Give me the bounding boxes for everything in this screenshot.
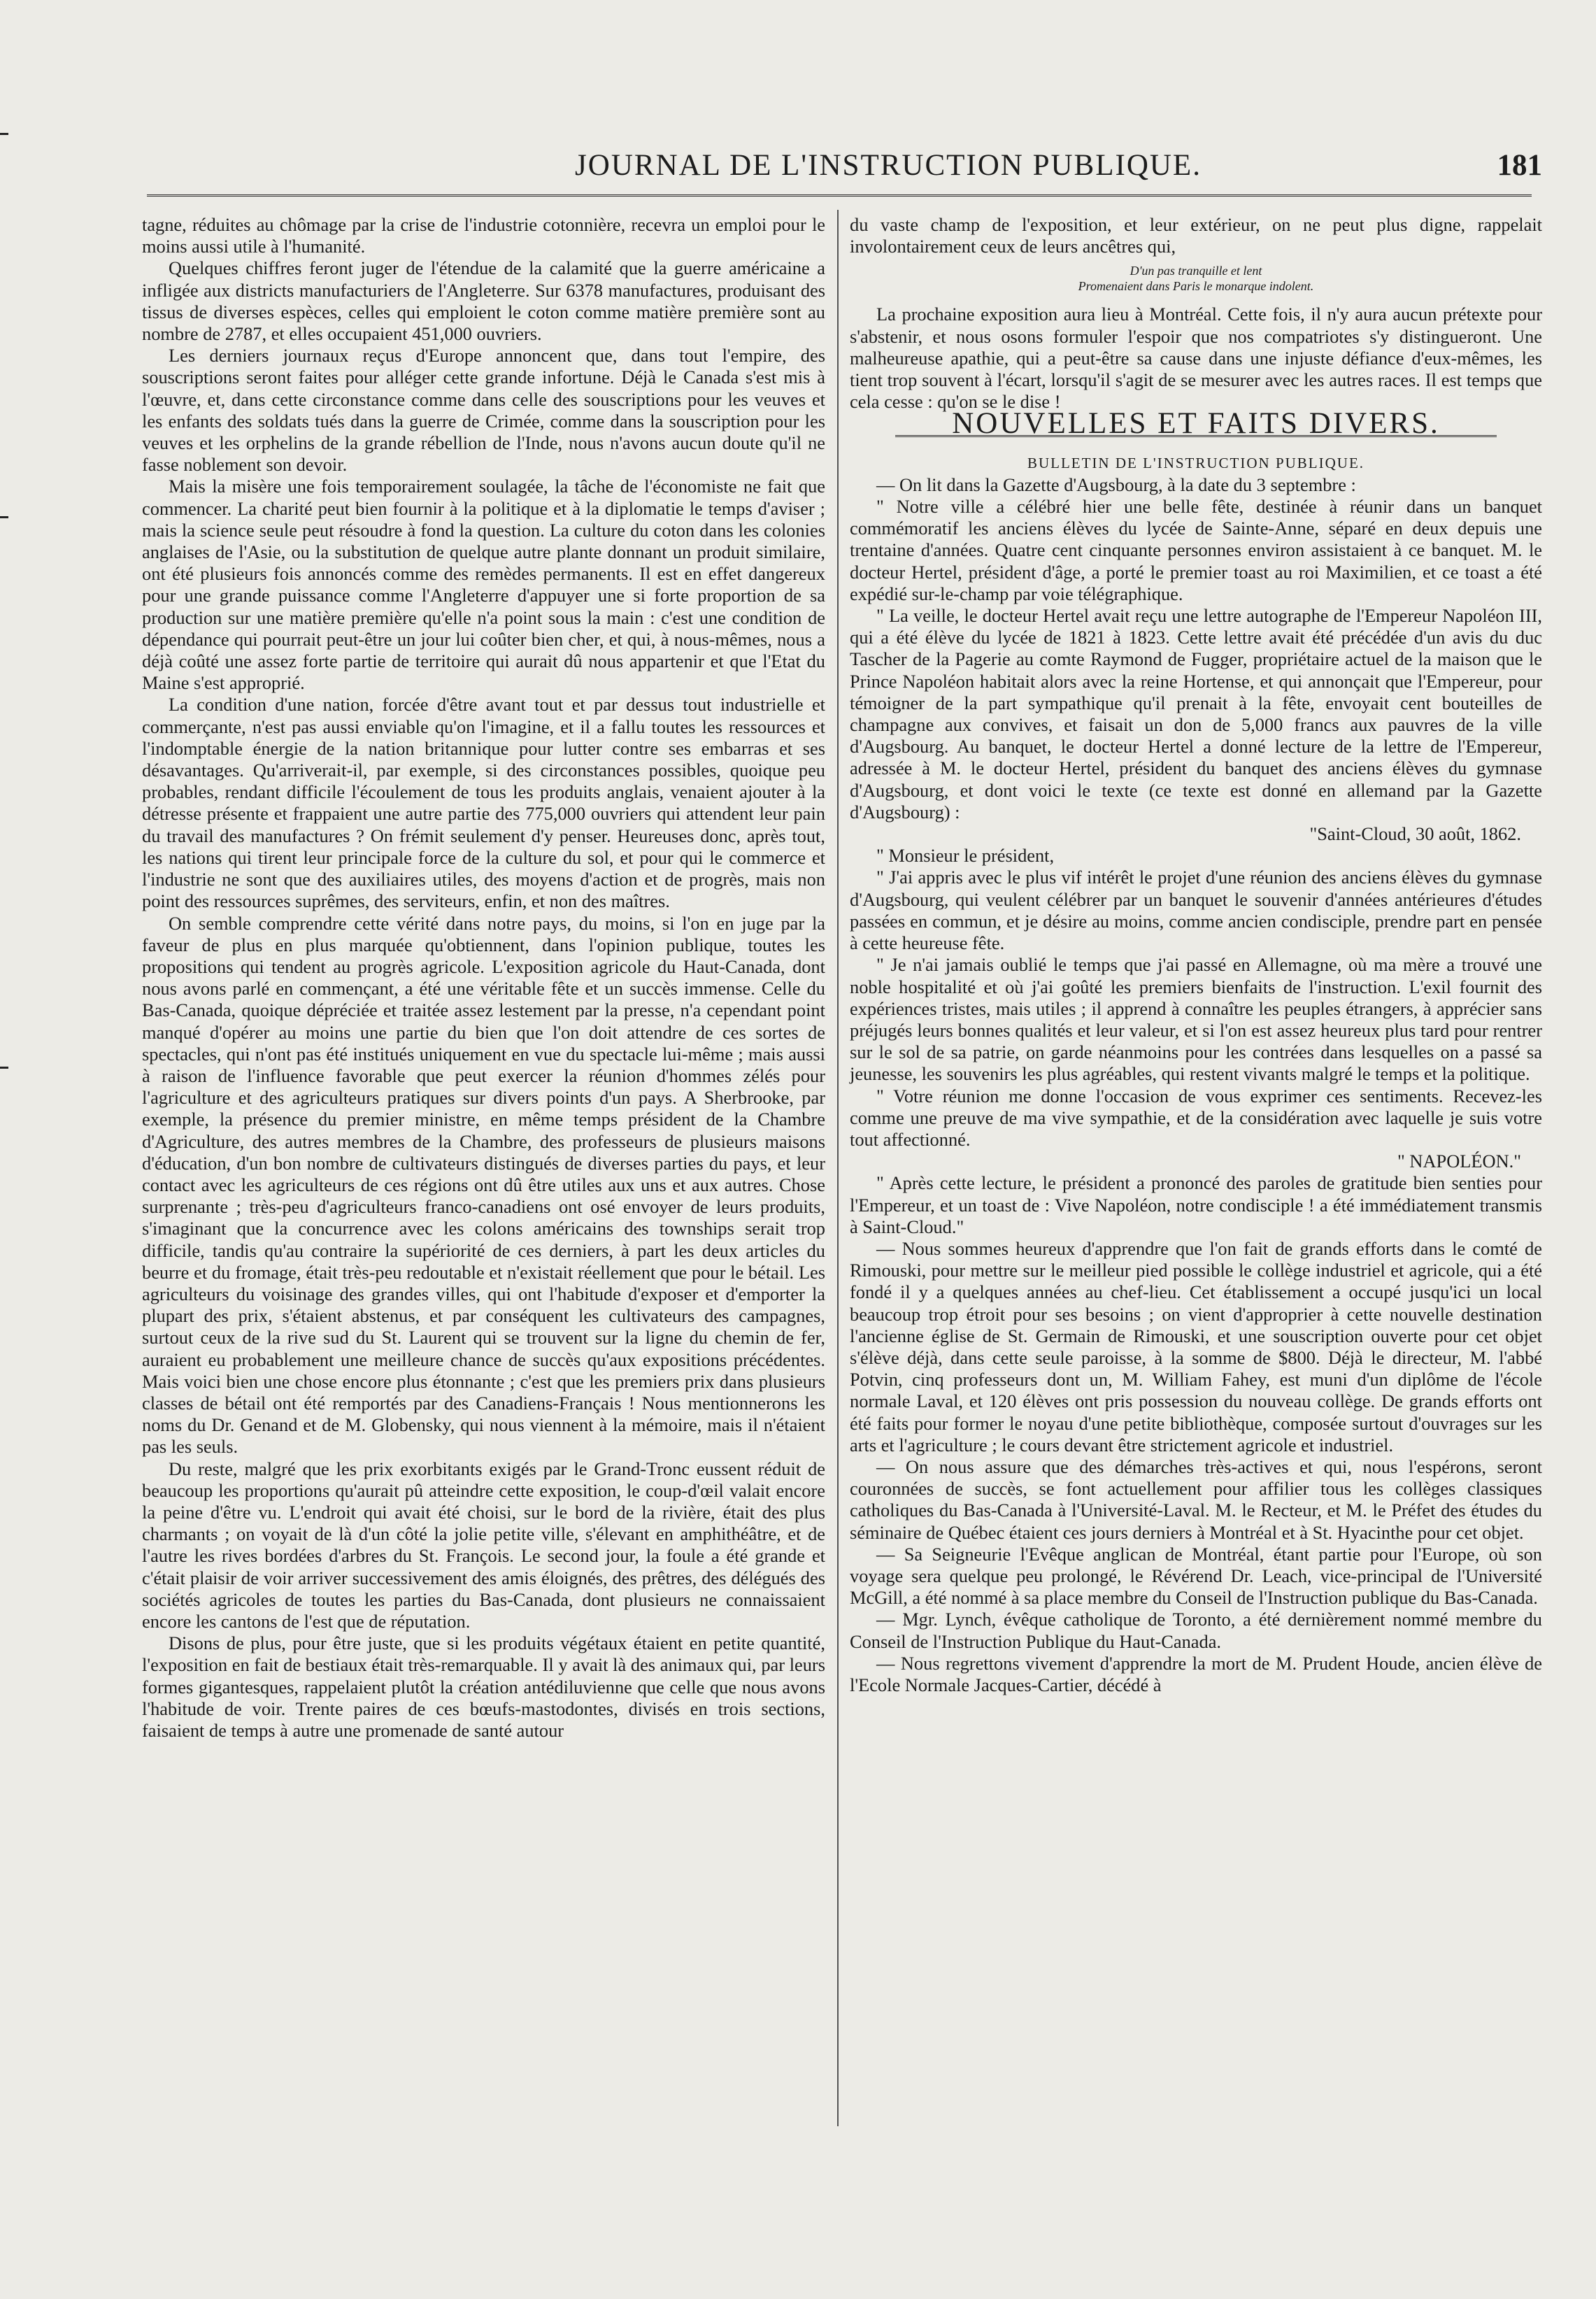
news-item: " Notre ville a célébré hier une belle fête, destinée à réunir dans un banquet commémoratif les anciens élèves du lycée de Sainte-Anne, séparé en deux depuis une trentaine d'années. Quatre cent cinquante personnes environ assistaient à ce banquet. M. le docteur Hertel, président d'âge, a porté le premier toast au roi Maximilien, et ce toast a été expédié sur-le-champ par voie télégraphique. <box>850 496 1542 604</box>
verse-line: D'un pas tranquille et lent <box>1130 264 1262 278</box>
letter-paragraph: " Votre réunion me donne l'occasion de vous exprimer ces sentiments. Recevez-les comme une preuve de ma vive sympathie, et de la considération avec laquelle je suis votre tout affectionné. <box>850 1085 1542 1150</box>
letter-paragraph: " J'ai appris avec le plus vif intérêt le projet d'une réunion des anciens élèves du gymnase d'Augsbourg, qui veulent célébrer par un banquet le souvenir d'années antérieures d'études passées en commun, et je désire au moins, comme ancien condisciple, prendre part en pensée à cette heureuse fête. <box>850 867 1542 954</box>
news-item: — Nous sommes heureux d'apprendre que l'on fait de grands efforts dans le comté de Rimouski, pour mettre sur le meilleur pied possible le collège industriel et agricole, qui a été fondé il y a quelques années au chef-lieu. Cet établissement a occupé jusqu'ici un local beaucoup trop étroit pour ses besoins ; on vient d'approprier à cette nouvelle destination l'ancienne église de St. Germain de Rimouski, et une souscription ouverte pour cet objet s'élève déjà, dans cette seule paroisse, à la somme de $800. Déjà le directeur, M. l'abbé Potvin, cinq professeurs dont un, M. William Fahey, est muni d'un diplôme de l'école normale Laval, et 120 élèves ont pris possession du nouveau collège. De grands efforts ont été faits pour former le noyau d'une petite bibliothèque, composée surtout d'ouvrages sur les arts et l'agriculture ; le cours devant être strictement agricole et industriel. <box>850 1237 1542 1455</box>
paragraph: du vaste champ de l'exposition, et leur extérieur, on ne peut plus digne, rappelait involontairement ceux de leurs ancêtres qui, <box>850 214 1542 257</box>
paragraph: La prochaine exposition aura lieu à Montréal. Cette fois, il n'y aura aucun prétexte pour s'abstenir, et nous osons formuler l'espoir que nos compatriotes s'y distingueront. Une malheureuse apathie, qui a peut-être sa cause dans une injuste défiance d'eux-mêmes, les tient trop souvent à l'écart, lorsqu'il s'agit de se mesurer avec les autres races. Il est temps que cela cesse : qu'on se le dise ! <box>850 304 1542 413</box>
paragraph: tagne, réduites au chômage par la crise de l'industrie cotonnière, recevra un emploi pour le moins aussi utile à l'humanité. <box>142 214 825 257</box>
paragraph: On semble comprendre cette vérité dans notre pays, du moins, si l'on en juge par la faveur de plus en plus marquée qu'obtiennent, dans l'opinion publique, toutes les propositions qui tendent au progrès agricole. L'exposition agricole du Haut-Canada, dont nous avons parlé en commençant, a été une véritable fête et un succès immense. Celle du Bas-Canada, quoique dépréciée et traitée assez lestement par la presse, n'a cependant point manqué d'opérer au moins une partie du bien que l'on doit attendre de ces sortes de spectacles, qui n'ont pas été institués uniquement en vue du spectacle lui-même ; mais aussi à raison de l'influence favorable que peut exercer la réunion d'hommes zélés pour l'agriculture et des agriculteurs pratiques sur divers points d'un pays. A Sherbrooke, par exemple, la présence du premier ministre, en même temps président de la Chambre d'Agriculture, des autres membres de la Chambre, des professeurs de plusieurs maisons d'éducation, d'un bon nombre de cultivateurs distingués de diverses parties du pays, et leur contact avec les agriculteurs de ces régions ont dû être utiles aux uns et aux autres. Chose surprenante ; très-peu d'agriculteurs franco-canadiens ont osé envoyer de leurs produits, s'imaginant que la concurrence avec les colons américains des townships serait trop difficile, tandis qu'au contraire la supériorité de ces derniers, à part les deux articles du beurre et du fromage, était très-peu redoutable et n'existait réellement que pour le bétail. Les agriculteurs du voisinage des grandes villes, qui ont l'habitude d'exposer et d'emporter la plupart des prix, s'étaient abstenus, et par conséquent les cultivateurs des campagnes, surtout ceux de la rive sud du St. Laurent qui se trouvent sur la ligne du chemin de fer, auraient eu probablement une meilleure chance de succès qu'aux expositions précédentes. Mais voici bien une chose encore plus étonnante ; c'est que les premiers prix dans plusieurs classes de bétail ont été remportés par des Canadiens-Français ! Nous mentionnerons les noms du Dr. Genand et de M. Globensky, qui nous viennent à la mémoire, mais il n'étaient pas les seuls. <box>142 912 825 1458</box>
letter-paragraph: " Je n'ai jamais oublié le temps que j'ai passé en Allemagne, où ma mère a trouvé une noble hospitalité et où j'ai goûté les premiers bienfaits de l'instruction. L'exil fournit des expériences tristes, mais utiles ; il apprend à connaître les peuples étrangers, à apprécier sans préjugés leurs bonnes qualités et leur valeur, et si l'on est assez heureux plus tard pour rentrer sur le sol de sa patrie, on garde néanmoins pour les contrées dans lesquelles on a passé sa jeunesse, les souvenirs les plus agréables, qui restent vivants malgré le temps et la politique. <box>850 954 1542 1085</box>
header-rule <box>147 194 1532 197</box>
news-item: — On nous assure que des démarches très-actives et qui, nous l'espérons, seront couronnées de succès, se font actuellement pour affilier tous les collèges classiques catholiques du Bas-Canada à l'Université-Laval. M. le Recteur, et M. le Préfet des études du séminaire de Québec étaient ces jours derniers à Montréal et à St. Hyacinthe pour cet objet. <box>850 1455 1542 1543</box>
letter-salutation: " Monsieur le président, <box>876 845 1055 867</box>
paragraph: Disons de plus, pour être juste, que si les produits végétaux étaient en petite quantité, l'exposition en fait de bestiaux était très-remarquable. Il y avait là des animaux qui, par leurs formes gigantesques, rappelaient plutôt la création antédiluvienne que celle que nous avons l'habitude de voir. Trente paires de ces bœufs-mastodontes, divisés en trois sections, faisaient de temps à autre une promenade de santé autour <box>142 1632 825 1742</box>
page-number: 181 <box>1497 149 1542 182</box>
running-head <box>105 148 1567 190</box>
right-column <box>850 214 1542 1696</box>
margin-mark <box>0 516 8 518</box>
news-item: — Mgr. Lynch, évêque catholique de Toronto, a été dernièrement nommé membre du Conseil de l'Instruction Publique du Haut-Canada. <box>850 1609 1542 1652</box>
verse-quote <box>850 263 1542 294</box>
letter-dateline: "Saint-Cloud, 30 août, 1862. <box>1309 823 1521 845</box>
section-title: NOUVELLES ET FAITS DIVERS. <box>952 407 1440 441</box>
news-item: — On lit dans la Gazette d'Augsbourg, à la date du 3 septembre : <box>876 474 1356 495</box>
journal-title: JOURNAL DE L'INSTRUCTION PUBLIQUE. <box>575 149 1202 182</box>
left-column <box>142 214 825 1742</box>
paragraph: Du reste, malgré que les prix exorbitants exigés par le Grand-Tronc eussent réduit de beaucoup les proportions qu'aurait pû atteindre cette exposition, le coup-d'œil valait encore la peine d'être vu. L'endroit qui avait été choisi, sur le bord de la rivière, était des plus charmants ; on voyait de là d'un côté la jolie petite ville, s'élevant en amphithéâtre, et de l'autre les rives bordées d'arbres du St. François. Le second jour, la foule a été grande et c'était plaisir de voir arriver successivement des amis éloignés, des prêtres, des délégués des sociétés agricoles de toutes les parties du Bas-Canada, dont plusieurs ne connaissaient encore les cantons de l'est que de réputation. <box>142 1458 825 1632</box>
paragraph: Les derniers journaux reçus d'Europe annoncent que, dans tout l'empire, des souscriptions seront faites pour alléger cette grande infortune. Déjà le Canada s'est mis à l'œuvre, et, dans cette circonstance comme dans celle des souscriptions pour les veuves et les enfants des soldats tués dans la guerre de Crimée, comme dans la souscription pour les veuves et les orphelins de la grande rébellion de l'Inde, nous n'avons aucun doute qu'il ne fasse noblement son devoir. <box>142 345 825 476</box>
column-divider <box>837 210 839 2126</box>
news-item: — Nous regrettons vivement d'apprendre la mort de M. Prudent Houde, ancien élève de l'Ecole Normale Jacques-Cartier, décédé à <box>850 1652 1542 1695</box>
paragraph: Quelques chiffres feront juger de l'étendue de la calamité que la guerre américaine a infligée aux districts manufacturiers de l'Angleterre. Sur 6378 manufactures, produisant des tissus de diverses espèces, celles qui emploient le coton comme matière première sont au nombre de 2787, et elles occupaient 451,000 ouvriers. <box>142 257 825 345</box>
paragraph: La condition d'une nation, forcée d'être avant tout et par dessus tout industrielle et commerçante, n'est pas aussi enviable qu'on l'imagine, et il a fallu toutes les ressources et l'indomptable énergie de la nation britannique pour lutter contre ses embarras et ses désavantages. Qu'arriverait-il, par exemple, si des circonstances possibles, quoique peu probables, rendant difficile l'écoulement de tous les produits anglais, venaient ajouter à la détresse présente et frappaient une autre partie des 775,000 ouvriers qui attendent leur pain du travail des manufactures ? On frémit seulement d'y penser. Heureuses donc, après tout, les nations qui tirent leur principale force de la culture du sol, et pour qui le commerce et l'industrie ne sont que des auxiliaires utiles, des moyens d'action et de progrès, mais non point des ressources suprêmes, des serviteurs, enfin, et non des maîtres. <box>142 694 825 912</box>
news-item: — Sa Seigneurie l'Evêque anglican de Montréal, étant partie pour l'Europe, où son voyage sera quelque peu prolongé, le Révérend Dr. Leach, vice-principal de l'Université McGill, a été nommé à sa place membre du Conseil de l'Instruction publique du Bas-Canada. <box>850 1543 1542 1609</box>
letter-signature: " NAPOLÉON." <box>1397 1151 1521 1172</box>
margin-mark <box>0 1067 8 1069</box>
verse-line: Promenaient dans Paris le monarque indolent. <box>1078 279 1314 294</box>
subsection-title: BULLETIN DE L'INSTRUCTION PUBLIQUE. <box>1027 454 1365 471</box>
news-item: " La veille, le docteur Hertel avait reçu une lettre autographe de l'Empereur Napoléon III, qui a été élève du lycée de 1821 à 1823. Cette lettre avait été précédée d'un avis du duc Tascher de la Pagerie au comte Raymond de Fugger, propriétaire actuel de la maison que le Prince Napoléon habitait alors avec la reine Hortense, et qui annonçait que l'Empereur, pour témoigner de la part sympathique qu'il prenait à la fête, envoyait cent bouteilles de champagne aux convives, et faisait un don de 5,000 francs aux pauvres de la ville d'Augsbourg. Au banquet, le docteur Hertel a donné lecture de la lettre de l'Empereur, adressée à M. le docteur Hertel, président du banquet des anciens élèves du gymnase d'Augsbourg, et dont voici le texte (ce texte est donné en allemand par la Gazette d'Augsbourg) : <box>850 605 1542 823</box>
news-item: " Après cette lecture, le président a prononcé des paroles de gratitude bien senties pour l'Empereur, et un toast de : Vive Napoléon, notre condisciple ! a été immédiatement transmis à Saint-Cloud." <box>850 1172 1542 1237</box>
margin-mark <box>0 133 8 135</box>
paragraph: Mais la misère une fois temporairement soulagée, la tâche de l'économiste ne fait que commencer. La charité peut bien fournir à la politique et à la diplomatie le temps d'aviser ; mais la science seule peut résoudre à fond la question. La culture du coton dans les colonies anglaises de l'Asie, ou la substitution de quelque autre plante donnant un produit similaire, ont été plusieurs fois annoncés comme des remèdes permanents. Il est en effet dangereux pour une grande puissance comme l'Angleterre d'appuyer une si forte proportion de sa production sur une matière première qu'elle n'a point sous la main : c'est une condition de dépendance qui pourrait peut-être un jour lui coûter bien cher, et qui, à nous-mêmes, nous a déjà coûté une assez forte partie de territoire qui aurait dû nous appartenir et que l'Etat du Maine s'est approprié. <box>142 476 825 694</box>
